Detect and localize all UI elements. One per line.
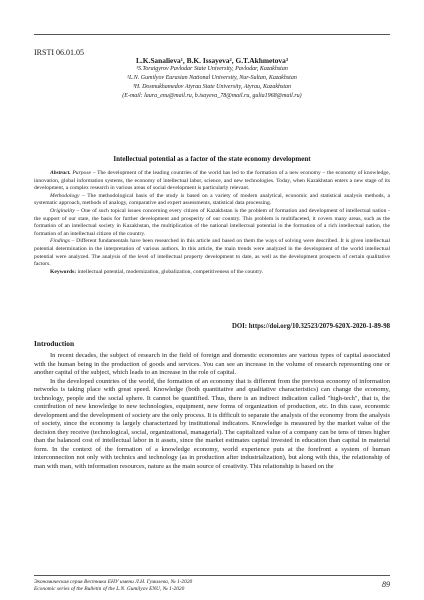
authors-block	[34, 56, 390, 101]
author-emails: (E-mail: laura_enu@mail.ru, b.isayeva_78@mail.ru, gulia1968@mail.ru)	[122, 93, 302, 99]
keywords-text: intellectual potential, modernization, globalization, competitiveness of the country.	[76, 268, 264, 275]
abstract-purpose	[34, 170, 390, 193]
introduction-heading: Introduction	[34, 339, 75, 348]
top-divider	[34, 34, 390, 35]
bottom-divider	[34, 575, 390, 576]
abstract-label: Abstract.	[50, 170, 71, 176]
keywords-label: Keywords:	[50, 268, 77, 275]
purpose-text: – The development of the leading countries of the world has led to the formation of a new economy – the economy of knowledge, innovation, global information systems, the economy of intellectual labor, science, and new technologies. Today, when Kazakhstan enters a new stage of its development, a complex research in various areas of social development is particularly relevant.	[34, 170, 390, 192]
footer-line-en: Economic series of the Bulletin of the L.N. Gumilyov ENU, № 1-2020	[34, 586, 185, 592]
originality-text: – One of such topical issues concerning every citizen of Kazakhstan is the problem of formation and development of intellectual nation - the support of our state, the basis for further development and prosperity of our country. This problem is multifaceted, it covers many areas, such as the formation of an intellectual society in Kazakhstan, the multiplication of the national intellectual potential in the formation of a rich intellectual nation, the formation of an intellectual citizen of the country.	[34, 207, 390, 237]
affiliation-2: ²L.N. Gumilyov Eurasian National University, Nur-Sultan, Kazakhstan	[127, 75, 297, 81]
purpose-label: Purpose	[72, 170, 92, 176]
author-names: L.K.Sanalieva¹, B.K. Issayeva², G.T.Akhmetova³	[135, 56, 289, 65]
methodology-label: Methodology	[50, 192, 80, 199]
paragraph: In the developed countries of the world, the formation of an economy that is different from the previous economy of information networks is taking place with great speed. Knowledge (both quantitative and qualitative characteristics) can change the economy, technology, people and the social sphere. It cannot be quantified. Thus, there is an indirect indication called "high-tech", that is, the contribution of new knowledge to new technologies, equipment, new forms of organization of production, etc. In this case, economic development and the development of society are the only process. It is difficult to separate the analysis of the economy from the analysis of society, since the economy is largely characterized by institutional indicators. Knowledge is measured by the market value of the decision they receive (technological, social, organizational, managerial). The capitalized value of a company can be tens of times higher than the balanced cost of intellectual labor in it assets, since the market estimates capital invested in education than capital in material form. In the context of the formation of a knowledge economy, world experience puts at the forefront a system of human interconnection not only with technics and technology (as in production after industrialization), but along with this, the relationship of man with man, with information resources, nature as the main source of creativity. This relationship is based on the	[34, 377, 390, 470]
affiliation-1: ¹S.Toraigyrov Pavlodar State University, Pavlodar, Kazakhstan	[136, 66, 288, 72]
abstract-originality	[34, 208, 390, 238]
doi-link[interactable]: DOI: https://doi.org/10.32523/2079-620X-2020-1-89-98	[231, 323, 390, 330]
paper-title: Intellectual potential as a factor of the state economy development	[113, 155, 311, 163]
introduction-body	[34, 352, 390, 471]
journal-footer	[34, 579, 192, 593]
methodology-text: – The methodological basis of the study is based on a variety of modern analytical, economic and statistical analysis methods, a systematic approach, methods of analogy, comparative and expert assessments, statistical data processing.	[34, 192, 390, 207]
abstract-findings	[34, 238, 390, 268]
findings-text: – Different fundamentals have been researched in this article and based on them the ways of solving were described. It is given intellectual potential determination in the interpretation of various authors. In this article, the main trends were analyzed in the development of the world intellectual potential were analyzed. The analysis of the level of intellectual property development to date, as well as the development prospects of certain qualitative factors.	[34, 238, 390, 268]
abstract-methodology	[34, 193, 390, 208]
affiliation-3: ³H. Dosmukhamedov Atyrau State University, Atyrau, Kazakhstan	[132, 84, 292, 90]
abstract-section	[34, 170, 390, 276]
footer-line-ru: Экономическая серия Вестника ЕНУ имени Л.Н. Гумилева, № 1-2020	[34, 579, 193, 585]
findings-label: Findings	[50, 238, 70, 245]
abstract-keywords	[34, 269, 390, 277]
irsti-code: IRSTI 06.01.05	[34, 48, 84, 57]
originality-label: Originality	[50, 207, 75, 214]
page-number: 89	[382, 580, 390, 589]
paragraph: In recent decades, the subject of research in the field of foreign and domestic economies are various types of capital associated with the human being in the production of goods and services. You can see an increase in the volume of research representing one or another capital of the subject, which leads to an increase in the role of capital.	[34, 352, 390, 376]
